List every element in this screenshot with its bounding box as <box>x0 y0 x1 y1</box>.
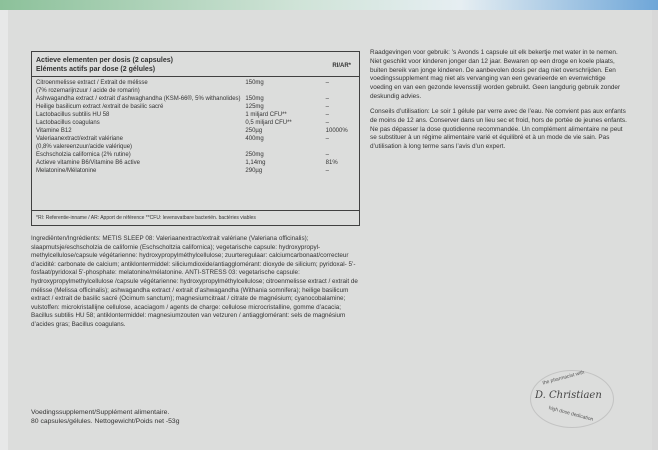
table-row <box>36 103 355 111</box>
table-heading-fr: Eléments actifs par dose (2 gélules) <box>36 66 156 73</box>
ingredient-rar: – <box>325 80 329 86</box>
ingredient-rar <box>326 87 355 95</box>
ingredients-text: Ingrediënten/Ingrédients: METIS SLEEP 08: Valeriaanextract/extrait valériane (Valeriana officinalis); slaapmutsje/eschscholzia de californie (Eschscholtzia californica); vegetarische capsule: hydroxypropyl-methylcellulose/capsule végétarienne: hydroxypropylméthylcellulose; zuurteregulaar: calciumcarbonaat/correcteur d’acidité: carbonate de calcium; antiklontermiddel: siliciumdioxide/antiagglomérant: dioxyde de silicium; pyridoxal- 5’-fosfaat/pyridoxal 5’-phosphate: melatonine/mélatonine. ANTI-STRESS 03: vegetarische capsule: hydroxypropylmethylcellulose /capsule végétarienne: hydroxypropylméthylcellulose; citroenmelisse extract / extrait de mélisse (Melissa officinalis); ashwagandha extract / extrait d’ashwagandha (Withania somnifera); heilige basilicum extract / extrait de basilic sacré (Ocimum sanctum); magnesiumcitraat / citrate de magnésium; cyanocobalamine; vulstoffen: microkristallijne cellulose, acaciagom / agents de charge: cellulose microcristalline, gomme d’acacia; Bacillus subtilis HU 58; antiklontermiddel: magnesiumzouten van vetzuren / antiagglomérant: sels de magnésium d’acides gras; Bacillus coagulans. <box>31 235 358 328</box>
logo-top-text: the pharmacist with <box>541 369 586 387</box>
usage-advice-fr: Conseils d’utilisation: Le soir 1 gélule par verre avec de l’eau. Ne convient pas aux enfants de moins de 12 ans. Conserver dans un lieu sec et froid, hors de portée de jeunes enfants. Ne pas dépasser la dose quotidienne recommandée. Un complément alimentaire ne peut se substituer à un régime alimentaire varié et équilibré et à un mode de vie sain. Pas d’utilisation à long terme sans l’avis d’un expert. <box>370 108 627 151</box>
table-row <box>36 159 355 167</box>
color-stripe <box>0 0 658 10</box>
ingredient-rar: 81% <box>325 160 338 166</box>
ingredient-dose: 400mg <box>245 136 264 142</box>
table-row <box>36 111 355 119</box>
ingredient-rar: – <box>325 112 329 118</box>
rar-column-header: RI/AR* <box>332 63 351 69</box>
table-row <box>36 151 355 159</box>
ingredient-name: Ashwagandha extract / extrait d’ashwaghandha (KSM-66®, 5% withanolides) <box>36 96 241 102</box>
table-header <box>32 52 359 77</box>
nutrition-table <box>31 51 360 226</box>
ingredient-rar: – <box>325 152 329 158</box>
ingredient-dose: 1 miljard CFU** <box>245 112 287 118</box>
ingredient-dose: 150mg <box>245 96 264 102</box>
package-edge <box>652 10 658 450</box>
ingredient-name: Lactobacillus coagulans <box>36 120 100 126</box>
ingredient-rar: 10000% <box>325 128 348 134</box>
product-info <box>31 408 180 426</box>
ingredient-dose <box>245 87 325 95</box>
ingredient-name: Eschscholzia californica (2% rutine) <box>36 152 131 158</box>
ingredient-name: Citroenmelisse extract / Extrait de mélisse <box>36 80 148 86</box>
ingredient-rar <box>326 143 355 151</box>
table-row <box>36 95 355 103</box>
ingredient-rar: – <box>325 168 329 174</box>
ingredient-dose: 290µg <box>245 168 263 174</box>
ingredient-name: Actieve vitamine B6/Vitamine B6 active <box>36 160 140 166</box>
table-rows <box>32 77 359 177</box>
ingredient-name: (0,8% valereenzuur/acide valérique) <box>36 144 133 150</box>
net-weight-label: 80 capsules/gélules. Nettogewicht/Poids net -53g <box>31 418 180 425</box>
table-row <box>36 135 355 143</box>
table-row <box>36 127 355 135</box>
ingredient-dose: 125mg <box>245 104 264 110</box>
table-row <box>36 143 355 151</box>
table-footnote: *RI: Referentie-inname / AR: Apport de référence **CFU: levensvatbare bacteriën. bactéries viables <box>32 210 359 225</box>
ingredient-dose: 250mg <box>245 152 264 158</box>
ingredient-rar: – <box>325 104 329 110</box>
usage-advice-nl: Raadgevingen voor gebruik: ’s Avonds 1 capsule uit elk bekertje met water in te nemen. Niet geschikt voor kinderen jonger dan 12 jaar. Bewaren op een droge en koele plaats, buiten bereik van jonge kinderen. De aanbevolen dosis per dag niet overschrijden. Een voedingssupplement mag niet als vervanging van een gevarieerde en evenwichtige voeding en van een gezonde levensstijl worden gebruikt. Geen langdurig gebruik zonder deskundig advies. <box>370 49 621 100</box>
ingredient-name: (7% rozemarijnzuur / acide de romarin) <box>36 88 140 94</box>
table-row <box>36 119 355 127</box>
ingredient-dose: 250µg <box>245 128 263 134</box>
ingredient-dose <box>245 143 325 151</box>
ingredient-dose: 0,5 miljard CFU** <box>245 120 292 126</box>
ingredient-dose: 150mg <box>245 80 264 86</box>
ingredient-rar: – <box>325 96 329 102</box>
signature-logo <box>530 370 620 430</box>
signature-name: D. Christiaen <box>535 390 602 401</box>
ingredient-rar: – <box>325 120 329 126</box>
ingredient-name: Heilige basilicum extract /extrait de basilic sacré <box>36 104 164 110</box>
ingredient-name: Melatonine/Mélatonine <box>36 168 97 174</box>
table-heading-nl: Actieve elementen per dosis (2 capsules) <box>36 57 173 64</box>
table-row <box>36 87 355 95</box>
supplement-label: Voedingssupplement/Supplément alimentaire. <box>31 409 170 416</box>
ingredient-name: Lactobacillus subtilis HU 58 <box>36 112 110 118</box>
logo-bottom-text: high dose dedication <box>548 405 594 423</box>
ingredient-dose: 1,14mg <box>245 160 266 166</box>
ingredient-name: Vitamine B12 <box>36 128 72 134</box>
ingredient-rar: – <box>325 136 329 142</box>
ingredient-name: Valeriaanextract/extrait valériane <box>36 136 123 142</box>
table-row <box>36 167 355 175</box>
table-row <box>36 79 355 87</box>
